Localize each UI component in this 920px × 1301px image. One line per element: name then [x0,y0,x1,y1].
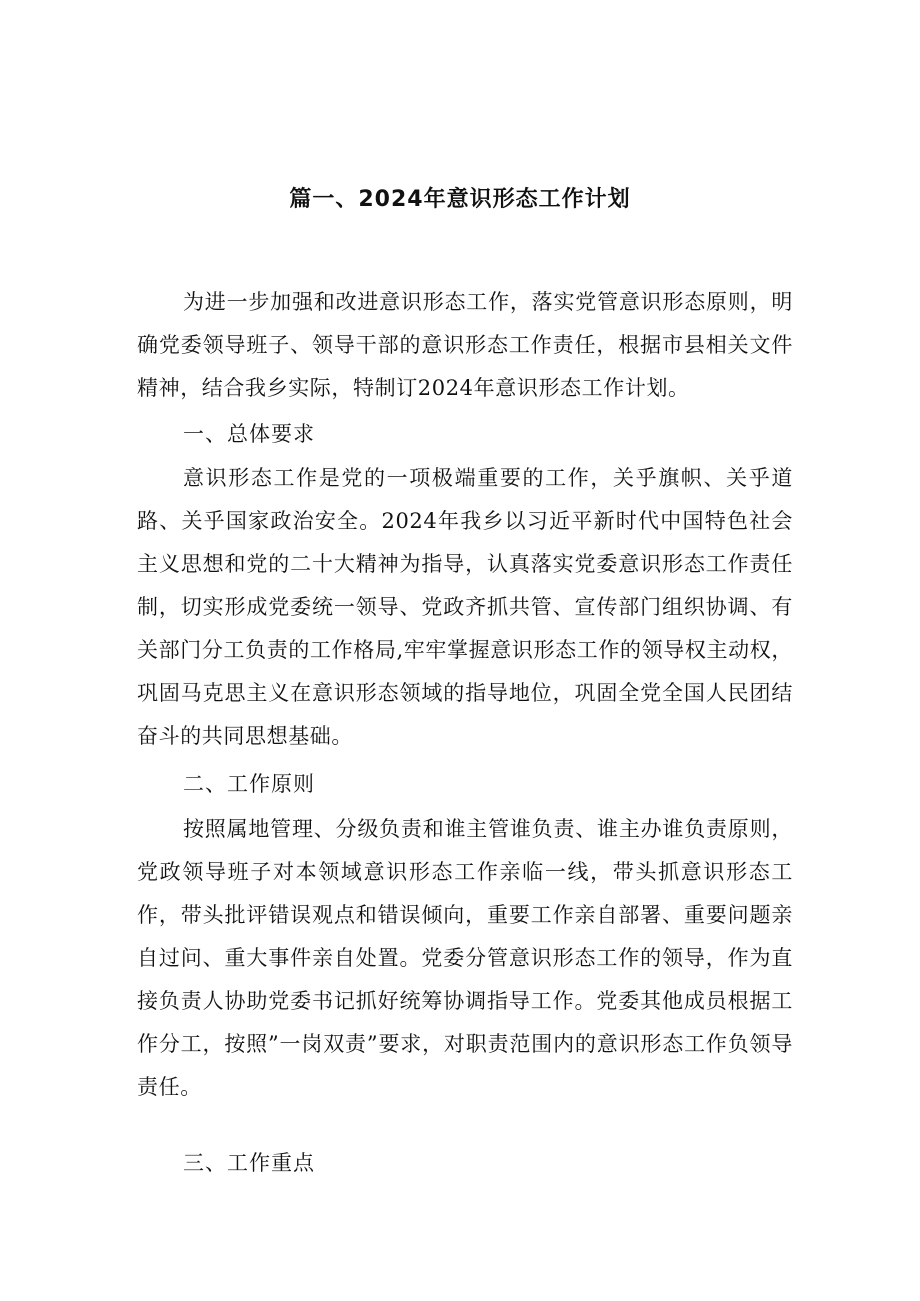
section-heading-2: 二、工作原则 [183,772,315,796]
intro-paragraph: 为进一步加强和改进意识形态工作，落实党管意识形态原则，明确党委领导班子、领导干部的意识形态工作责任，根据市县相关文件精神，结合我乡实际，特制订2024年意识形态工作计划。 [137,290,793,400]
section-heading-3: 三、工作重点 [183,1151,315,1175]
section-heading-1: 一、总体要求 [183,422,315,446]
section-body-1: 意识形态工作是党的一项极端重要的工作，关乎旗帜、关乎道路、关乎国家政治安全。2024年我乡以习近平新时代中国特色社会主义思想和党的二十大精神为指导，认真落实党委意识形态工作责任制，切实形成党委统一领导、党政齐抓共管、宣传部门组织协调、有关部门分工负责的工作格局,牢牢掌握意识形态工作的领导权主动权，巩固马克思主义在意识形态领域的指导地位，巩固全党全国人民团结奋斗的共同思想基础。 [137,466,793,748]
document-title: 篇一、2024年意识形态工作计划 [289,187,631,212]
section-body-2: 按照属地管理、分级负责和谁主管谁负责、谁主办谁负责原则，党政领导班子对本领域意识形态工作亲临一线，带头抓意识形态工作，带头批评错误观点和错误倾向，重要工作亲自部署、重要问题亲自过问、重大事件亲自处置。党委分管意识形态工作的领导，作为直接负责人协助党委书记抓好统筹协调指导工作。党委其他成员根据工作分工，按照”一岗双责”要求，对职责范围内的意识形态工作负领导责任。 [137,817,793,1099]
